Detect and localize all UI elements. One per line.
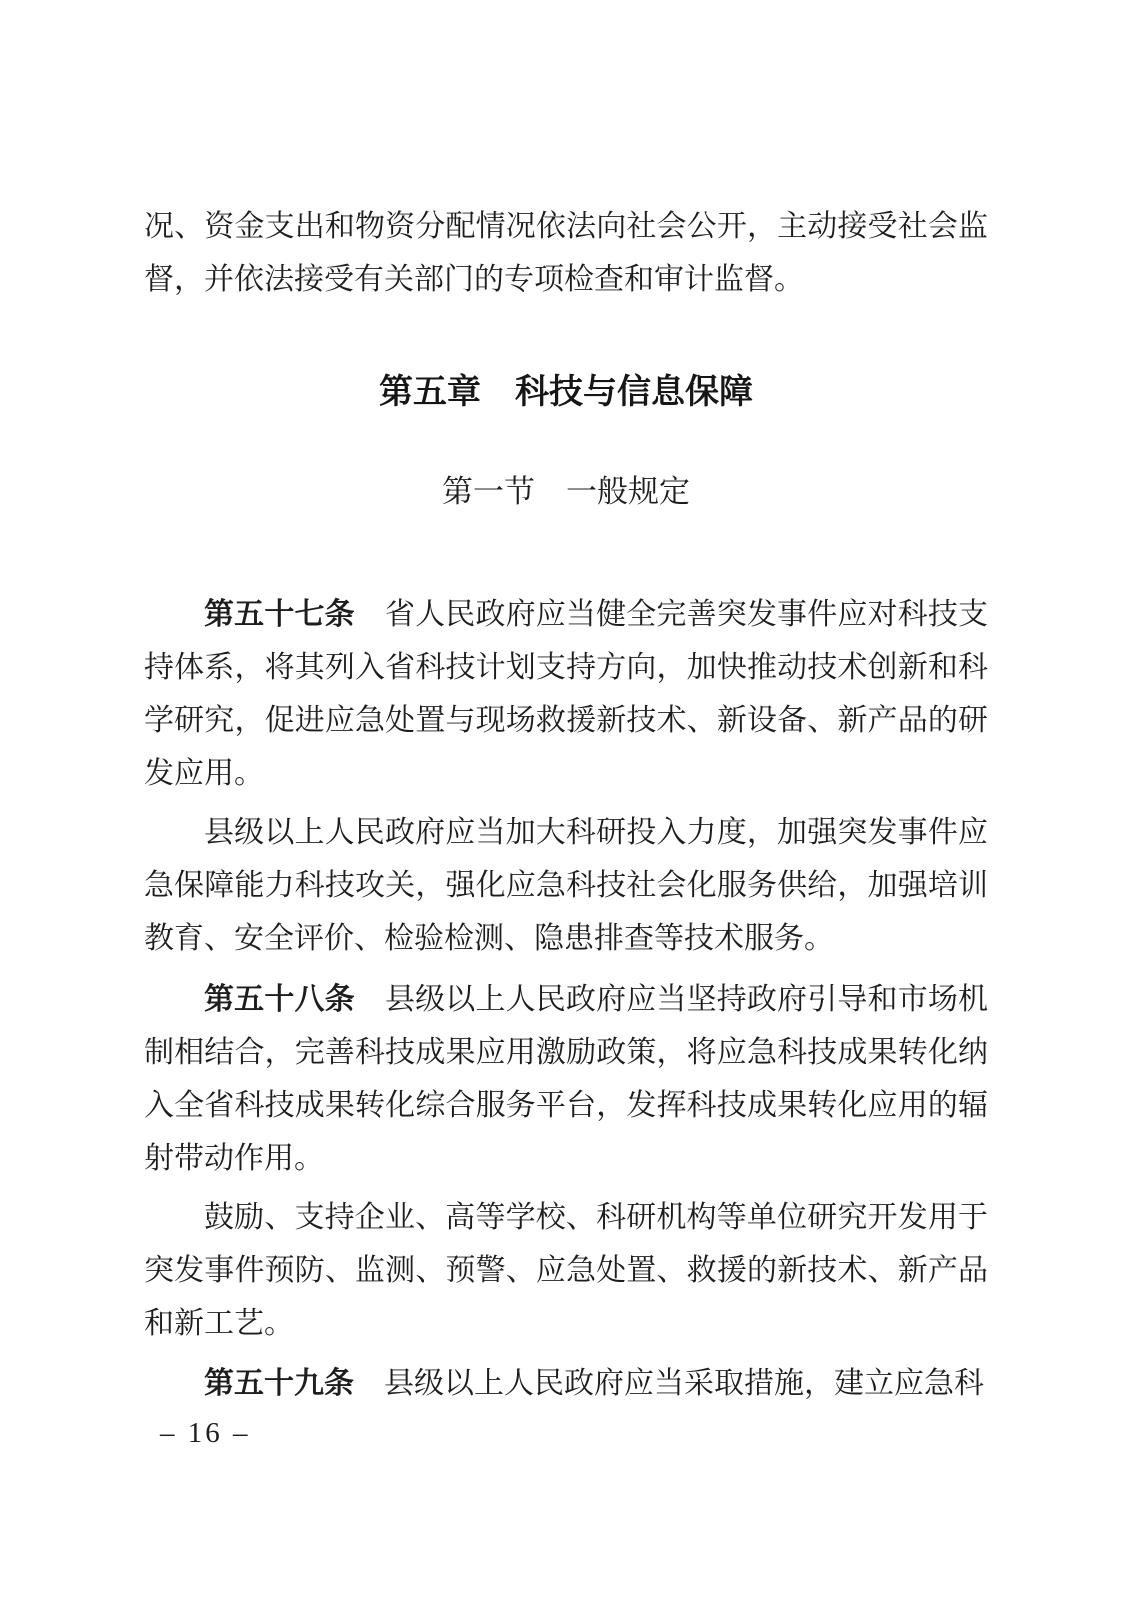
paragraph-continuation: 况、资金支出和物资分配情况依法向社会公开，主动接受社会监督，并依法接受有关部门的专项检查和审计监督。	[144, 210, 988, 296]
section-heading: 第一节 一般规定	[442, 474, 690, 509]
article-57-number: 第五十七条	[204, 598, 355, 631]
article-57-paragraph-2: 县级以上人民政府应当加大科研投入力度，加强突发事件应急保障能力科技攻关，强化应急科技社会化服务供给，加强培训教育、安全评价、检验检测、隐患排查等技术服务。	[144, 816, 988, 955]
article-58-text-1: 县级以上人民政府应当坚持政府引导和市场机制相结合，完善科技成果应用激励政策，将应急科技成果转化纳入全省科技成果转化综合服务平台，发挥科技成果转化应用的辐射带动作用。	[144, 983, 989, 1175]
article-57-paragraph-1	[144, 588, 988, 800]
chapter-heading: 第五章 科技与信息保障	[379, 373, 753, 411]
article-59-number: 第五十九条	[204, 1367, 354, 1400]
article-57-text-1: 省人民政府应当健全完善突发事件应对科技支持体系，将其列入省科技计划支持方向，加快推动技术创新和科学研究，促进应急处置与现场救援新技术、新设备、新产品的研发应用。	[144, 598, 989, 790]
page-number: – 16 –	[160, 1417, 251, 1449]
article-58-paragraph-1	[144, 973, 988, 1185]
article-58-paragraph-2: 鼓励、支持企业、高等学校、科研机构等单位研究开发用于突发事件预防、监测、预警、应急处置、救援的新技术、新产品和新工艺。	[144, 1201, 988, 1340]
article-59-text-1: 县级以上人民政府应当采取措施，建立应急科	[354, 1367, 984, 1400]
article-59-paragraph-1	[144, 1357, 988, 1410]
article-58-number: 第五十八条	[204, 983, 355, 1016]
